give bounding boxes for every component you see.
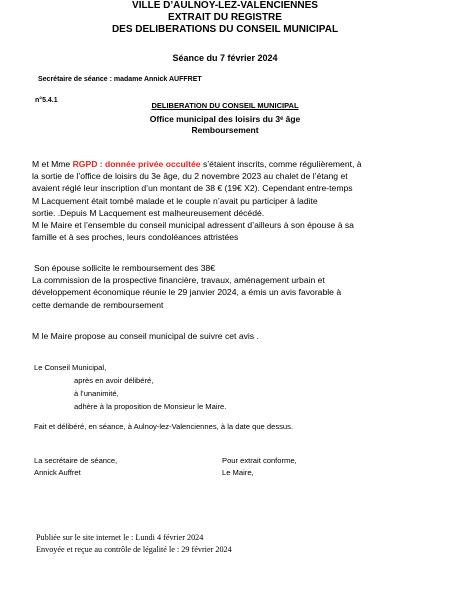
publication-footer [36,532,232,555]
council-line: après en avoir délibéré, [74,376,154,385]
done-and-deliberated: Fait et délibéré, en séance, à Aulnoy-lez-Valenciennes, à la date que dessus. [34,422,294,431]
signature-mayor [222,455,297,479]
document-header [0,0,450,36]
subtitle-reimbursement: Remboursement [191,125,259,135]
session-secretary: Secrétaire de séance : madame Annick AUFFRET [38,76,202,83]
legality-control-date: Envoyée et reçue au contrôle de légalité le : 29 février 2024 [36,544,232,554]
signature-name: Annick Auffret [34,468,81,477]
council-line: Le Conseil Municipal, [34,363,107,372]
text-rest: s’étaient inscrits, comme régulièrement, à [200,159,362,169]
deliberation-heading [0,101,450,110]
council-line: adhère à la proposition de Monsieur le Maire. [74,402,227,411]
deliberations-title: DES DELIBERATIONS DU CONSEIL MUNICIPAL [111,24,339,35]
text-prefix: M et Mme [32,159,73,169]
council-line: à l’unanimité, [74,389,119,398]
deliberation-number: n°5.4.1 [35,97,58,104]
council-decision [34,361,226,413]
subtitle-office: Office municipal des loisirs du 3ᵉ âge [149,114,301,124]
paragraph-line [32,158,442,170]
deliberation-title: DELIBERATION DU CONSEIL MUNICIPAL [151,101,299,110]
paragraph-line: M le Maire et l’ensemble du conseil municipal adressent d’ailleurs à son épouse à sa [32,220,354,231]
town-name: VILLE D’AULNOY-LEZ-VALENCIENNES [132,0,318,11]
published-date: Publiée sur le site internet le : Lundi 4 février 2024 [36,533,204,542]
paragraph-line: la sortie de l’office de loisirs du 3e âge, du 2 novembre 2023 au chalet de l’étang et [32,171,348,182]
paragraph-line: famille et à ses proches, leurs condoléances attristées [32,232,239,243]
session-date: Séance du 7 février 2024 [172,53,278,63]
paragraph-proposal: M le Maire propose au conseil municipal de suivre cet avis . [32,331,259,341]
paragraph-line: La commission de la prospective financière, travaux, aménagement urbain et [32,275,325,286]
deliberation-subtitle [0,114,450,136]
paragraph-line: Son épouse sollicite le remboursement des 38€ [34,263,216,273]
paragraph-registration [32,158,442,243]
paragraph-line: M Lacquement était tombé malade et le couple n’avait pu participer à ladite [32,195,318,206]
paragraph-line: développement économique réunie le 29 janvier 2024, a émis un avis favorable à [32,287,342,298]
paragraph-line: cette demande de remboursement [32,299,164,310]
redacted-private-data: RGPD : donnée privée occultée [72,159,201,169]
signature-label: Pour extrait conforme, [222,456,297,465]
signature-name: Le Maire, [222,468,254,477]
paragraph-line: sortie. .Depuis M Lacquement est malheureusement décédé. [32,207,265,218]
paragraph-request [32,262,442,311]
paragraph-line: avaient réglé leur inscription d’un montant de 38 € (19€ X2). Cependant entre-temps [32,183,353,194]
signature-secretary [34,455,117,479]
register-extract-title: EXTRAIT DU REGISTRE [168,12,282,23]
signature-label: La secrétaire de séance, [34,456,118,465]
